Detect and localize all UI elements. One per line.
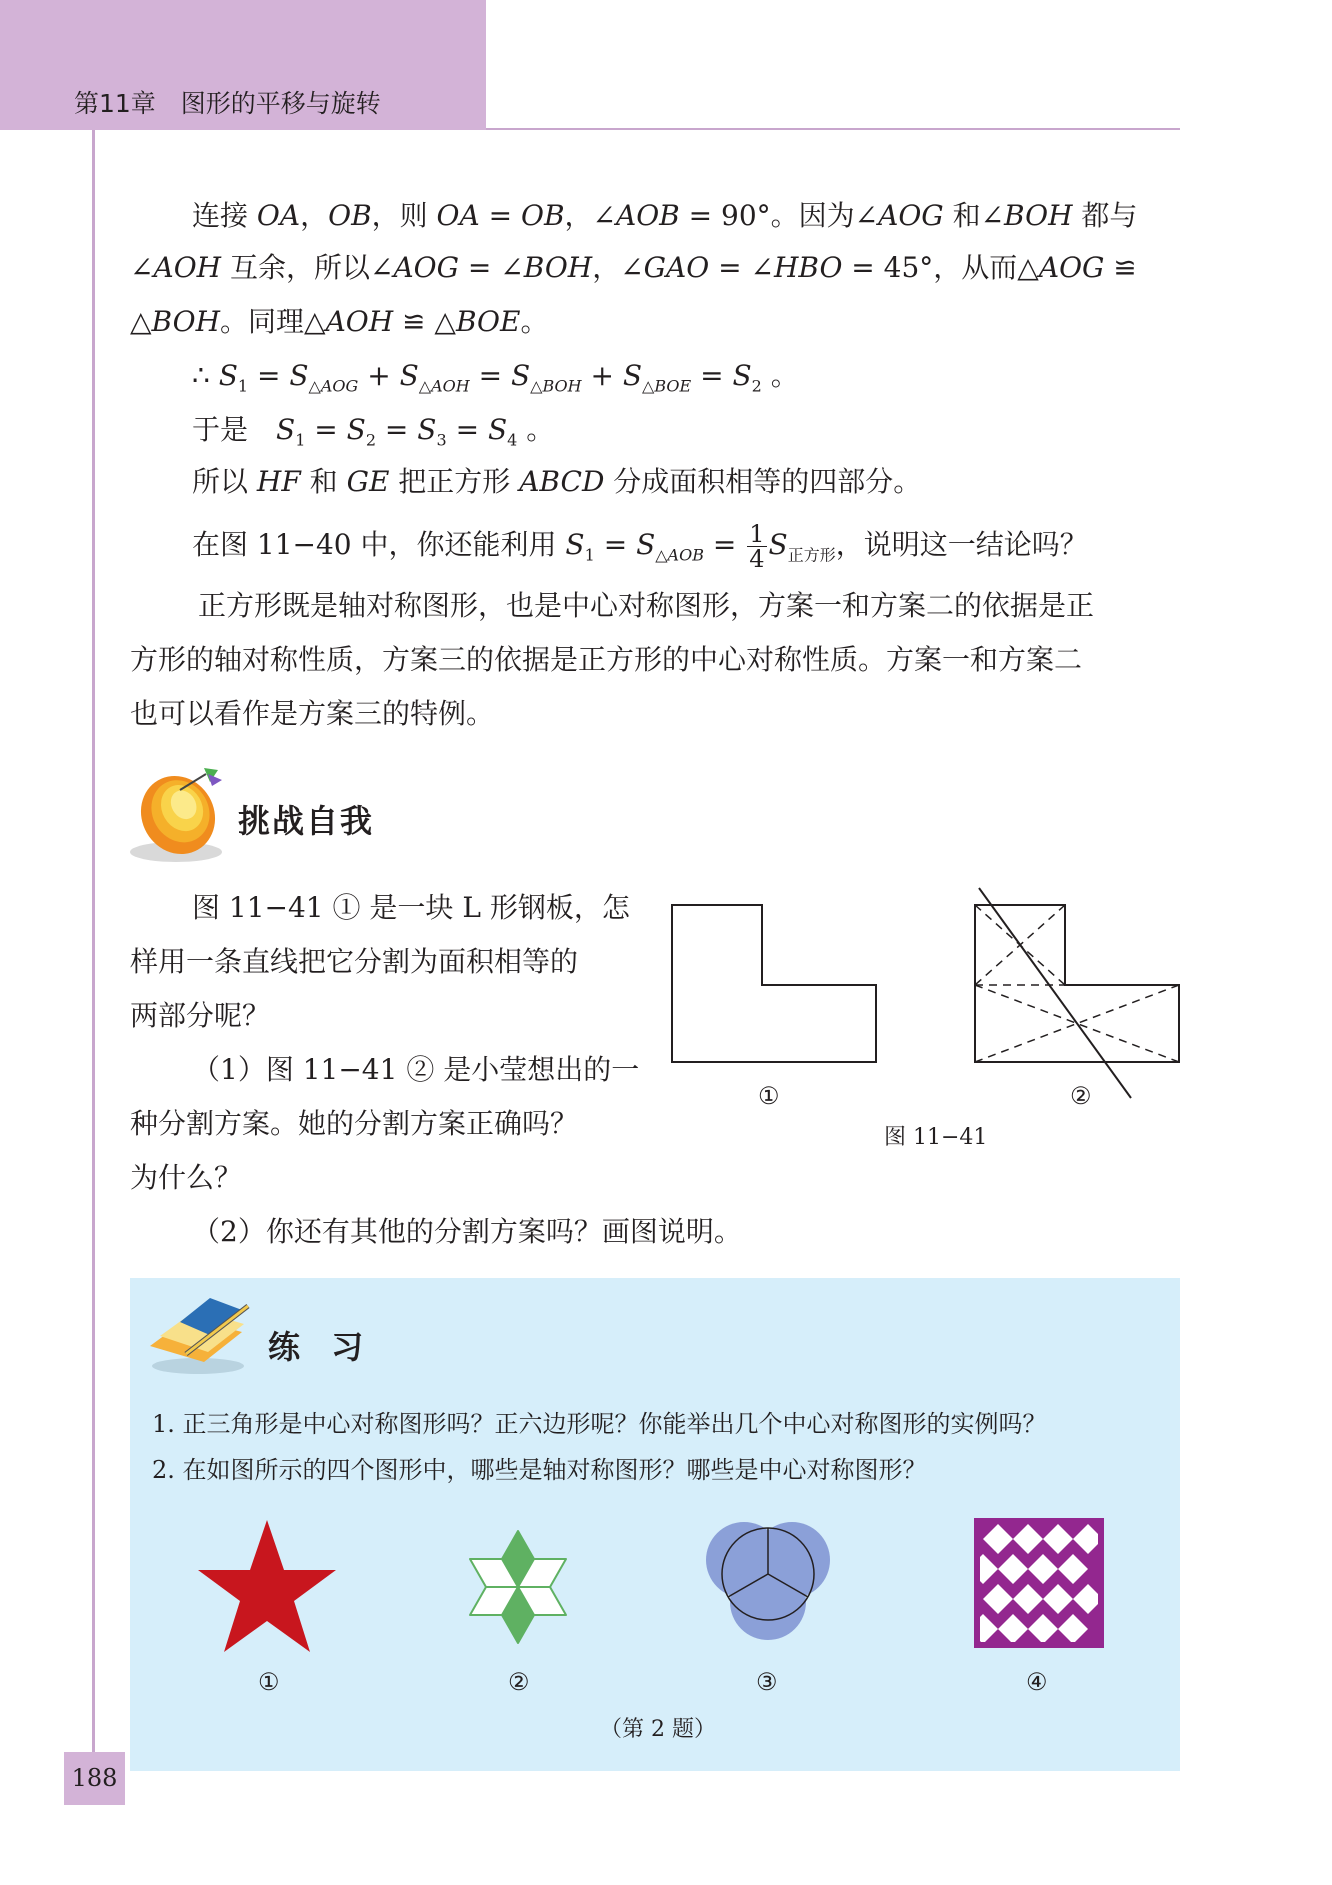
paragraph-2-line-3: 也可以看作是方案三的特例。 bbox=[130, 697, 495, 730]
question-2: 2. 在如图所示的四个图形中，哪些是轴对称图形？哪些是中心对称图形？ bbox=[152, 1456, 927, 1484]
fig1-label: ① bbox=[758, 1082, 780, 1110]
target-icon bbox=[128, 760, 228, 864]
shape-label-2: ② bbox=[508, 1668, 530, 1696]
challenge-line-7: （2）你还有其他的分割方案吗？画图说明。 bbox=[192, 1215, 742, 1248]
fig2-label: ② bbox=[1070, 1082, 1092, 1110]
text-line-5: 于是 $S_1 = S_2 = S_3 = S_4$ 。 bbox=[192, 413, 555, 450]
l-shape-figure-1 bbox=[670, 895, 900, 1125]
text-line-2: ∠AOH 互余，所以∠AOG = ∠BOH，∠GAO = ∠HBO = 45°，从而△AOG ≌ bbox=[130, 251, 1137, 284]
figure-caption: 图 11−41 bbox=[884, 1125, 988, 1150]
challenge-line-3: 两部分呢？ bbox=[130, 999, 271, 1032]
question-1: 1. 正三角形是中心对称图形吗？正六边形呢？你能举出几个中心对称图形的实例吗？ bbox=[152, 1410, 1047, 1438]
checkered-square-shape bbox=[974, 1518, 1104, 1648]
margin-rule bbox=[92, 130, 95, 1755]
l-shape-figure-2 bbox=[965, 880, 1185, 1105]
question-2-caption: （第 2 题） bbox=[600, 1717, 716, 1742]
challenge-line-1: 图 11−41 ① 是一块 L 形钢板，怎 bbox=[192, 891, 630, 924]
challenge-line-6: 为什么？ bbox=[130, 1161, 243, 1194]
challenge-line-5: 种分割方案。她的分割方案正确吗？ bbox=[130, 1107, 579, 1140]
header-rule bbox=[486, 128, 1180, 130]
text-line-3: △BOH。同理△AOH ≌ △BOE。 bbox=[130, 305, 549, 338]
challenge-line-4: （1）图 11−41 ② 是小莹想出的一 bbox=[192, 1053, 640, 1086]
shape-label-3: ③ bbox=[756, 1668, 778, 1696]
text-line-1: 连接 OA，OB，则 OA = OB，∠AOB = 90°。因为∠AOG 和∠BOH 都与 bbox=[192, 199, 1138, 232]
challenge-line-2: 样用一条直线把它分割为面积相等的 bbox=[130, 945, 579, 978]
hexagram-rhombus-shape bbox=[458, 1518, 578, 1656]
shape-label-1: ① bbox=[258, 1668, 280, 1696]
red-star-shape bbox=[196, 1518, 338, 1658]
paragraph-2-line-2: 方形的轴对称性质，方案三的依据是正方形的中心对称性质。方案一和方案二 bbox=[130, 643, 1083, 676]
shape-label-4: ④ bbox=[1026, 1668, 1048, 1696]
text-line-6: 所以 HF 和 GE 把正方形 ABCD 分成面积相等的四部分。 bbox=[192, 465, 922, 498]
paragraph-2-line-1: 正方形既是轴对称图形，也是中心对称图形，方案一和方案二的依据是正 bbox=[198, 589, 1095, 622]
text-line-7: 在图 11−40 中，你还能利用 $S_1 = S_{\triangle AOB}$ = $\frac{1}{4}$ $S_{正方形}$，说明这一结论吗？ bbox=[192, 520, 1088, 573]
practice-heading: 练 习 bbox=[268, 1328, 374, 1366]
text-line-4: ∴ $S_1 = S_{\triangle AOG} + S_{\triangle AOH} = S_{\triangle BOH} + S_{\triangle BOE} = S_2$ 。 bbox=[192, 359, 799, 396]
three-circles-shape bbox=[700, 1512, 836, 1646]
notebook-pencil-icon bbox=[146, 1296, 256, 1376]
challenge-heading: 挑战自我 bbox=[238, 802, 375, 840]
chapter-title: 第11章 图形的平移与旋转 bbox=[74, 89, 381, 118]
page-number: 188 bbox=[71, 1764, 118, 1792]
fraction-one-quarter: $\frac{1}{4}$ bbox=[749, 520, 765, 573]
